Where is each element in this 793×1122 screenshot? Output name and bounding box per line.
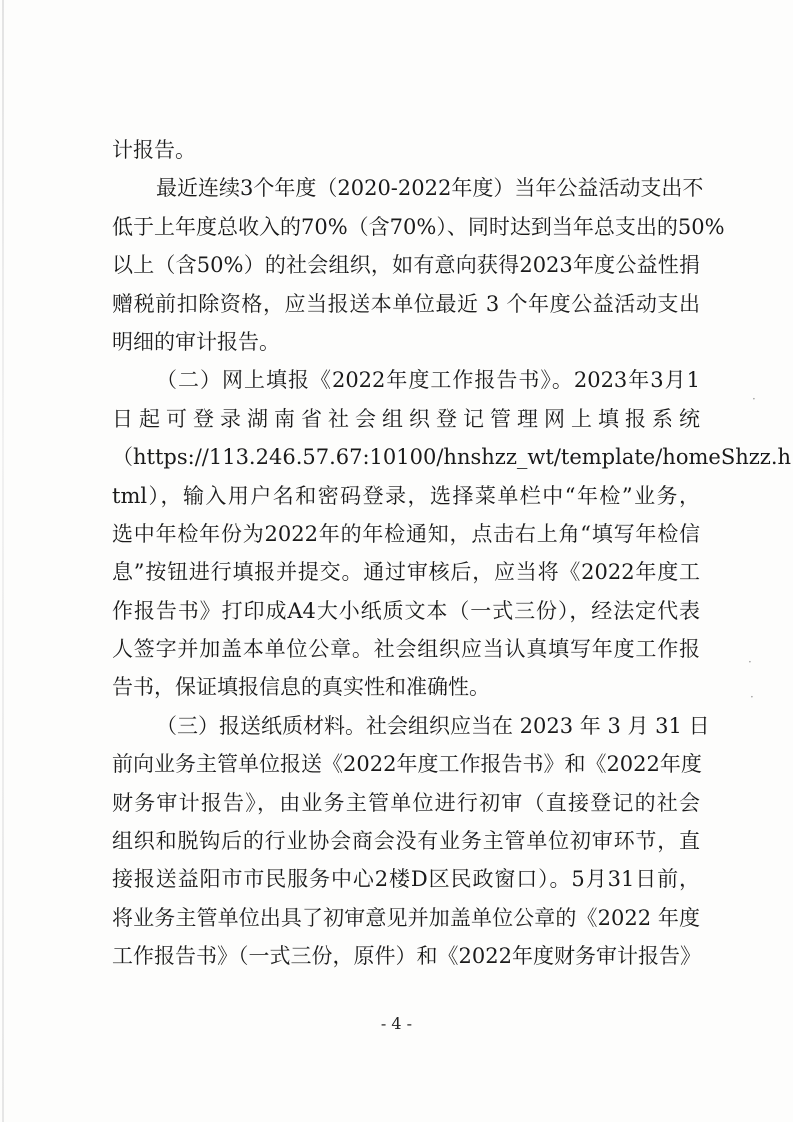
text-line: 接报送益阳市市民服务中心2楼D区民政窗口）。5月31日前， [112, 867, 700, 892]
text-line: 赠税前扣除资格，应当报送本单位最近 3 个年度公益活动支出 [112, 291, 700, 316]
text-line: 日起可登录湖南省社会组织登记管理网上填报系统 [112, 406, 700, 431]
text-line: 息”按钮进行填报并提交。通过审核后，应当将《2022年度工 [112, 560, 700, 585]
text-line: 最近连续3个年度（2020-2022年度）当年公益活动支出不 [156, 176, 704, 201]
text-line: tml），输入用户名和密码登录，选择菜单栏中“年检”业务， [112, 483, 700, 508]
text-line: 作报告书》打印成A4大小纸质文本（一式三份），经法定代表 [112, 598, 700, 623]
text-line: 财务审计报告》，由业务主管单位进行初审（直接登记的社会 [112, 790, 700, 815]
text-line: 计报告。 [112, 138, 196, 162]
text-line: 选中年检年份为2022年的年检通知，点击右上角“填写年检信 [112, 521, 700, 546]
text-line: 告书，保证填报信息的真实性和准确性。 [112, 675, 490, 700]
text-line: 以上（含50%）的社会组织，如有意向获得2023年度公益性捐 [112, 253, 700, 278]
scan-speck: · [748, 655, 752, 669]
body-text [112, 131, 792, 976]
scan-speck: · [750, 690, 754, 704]
scan-edge-shadow [2, 0, 4, 1122]
text-line: 明细的审计报告。 [112, 329, 280, 354]
text-line: （三）报送纸质材料。社会组织应当在 2023 年 3 月 31 日 [156, 713, 710, 738]
text-line: 将业务主管单位出具了初审意见并加盖单位公章的《2022 年度 [112, 905, 700, 930]
text-line: 组织和脱钩后的行业协会商会没有业务主管单位初审环节，直 [112, 829, 700, 854]
scan-speck: · [752, 392, 756, 406]
text-line: （https://113.246.57.67:10100/hnshzz_wt/template/homeShzz.h [112, 445, 792, 470]
text-line: 工作报告书》（一式三份，原件）和《2022年度财务审计报告》 [112, 944, 701, 969]
text-line: （二）网上填报《2022年度工作报告书》。2023年3月1 [156, 368, 700, 393]
page-number: - 4 - [380, 1014, 413, 1033]
text-line: 低于上年度总收入的70%（含70%）、同时达到当年总支出的50% [112, 214, 725, 239]
text-line: 前向业务主管单位报送《2022年度工作报告书》和《2022年度 [112, 752, 702, 777]
text-line: 人签字并加盖本单位公章。社会组织应当认真填写年度工作报 [112, 637, 700, 662]
